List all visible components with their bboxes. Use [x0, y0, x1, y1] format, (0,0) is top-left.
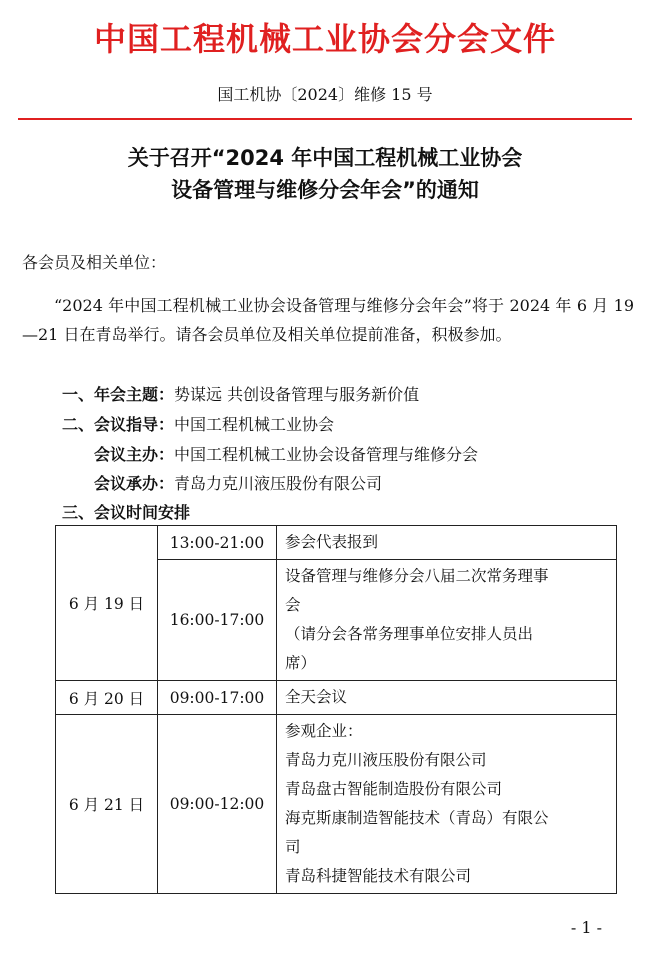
schedule-time: 13:00-21:00 — [158, 526, 277, 560]
schedule-date-day3: 6 月 21 日 — [56, 715, 158, 894]
document-number: 国工机协〔2024〕维修 15 号 — [217, 85, 433, 104]
meeting-host-label: 会议主办： — [94, 445, 175, 464]
schedule-heading-label: 三、会议时间安排 — [62, 503, 191, 522]
schedule-desc — [277, 715, 617, 894]
intro-paragraph: “2024 年中国工程机械工业协会设备管理与维修分会年会”将于 2024 年 6 月 19—21 日在青岛举行。请各会员单位及相关单位提前准备，积极参加。 — [22, 296, 634, 344]
notice-title-line-1: 关于召开“2024 年中国工程机械工业协会 — [127, 146, 523, 170]
schedule-desc-line: 会 — [285, 596, 301, 614]
meeting-organizer-value: 青岛力克川液压股份有限公司 — [174, 474, 383, 493]
schedule-date-day1: 6 月 19 日 — [56, 526, 158, 681]
schedule-heading — [62, 500, 190, 523]
company-item: 海克斯康制造智能技术（青岛）有限公 — [285, 809, 549, 827]
company-item: 司 — [285, 838, 301, 856]
page-number: - 1 - — [570, 918, 602, 937]
schedule-time: 16:00-17:00 — [158, 560, 277, 681]
schedule-time: 09:00-12:00 — [158, 715, 277, 894]
company-item: 青岛力克川液压股份有限公司 — [285, 751, 487, 769]
company-item: 青岛科捷智能技术有限公司 — [285, 867, 472, 885]
table-row — [56, 681, 617, 715]
meeting-guidance — [62, 412, 334, 435]
meeting-host — [94, 442, 478, 465]
meeting-theme — [62, 382, 419, 405]
red-divider-rule — [18, 118, 632, 120]
meeting-organizer-label: 会议承办： — [94, 474, 175, 493]
schedule-desc-line: 参观企业： — [285, 722, 363, 740]
schedule-desc: 全天会议 — [277, 681, 617, 715]
schedule-desc: 参会代表报到 — [277, 526, 617, 560]
salutation: 各会员及相关单位： — [22, 253, 167, 272]
meeting-host-value: 中国工程机械工业协会设备管理与维修分会 — [174, 445, 479, 464]
table-row — [56, 715, 617, 894]
document-header-title: 中国工程机械工业协会分会文件 — [93, 20, 556, 58]
meeting-guidance-label: 二、会议指导： — [62, 415, 175, 434]
meeting-theme-label: 一、年会主题： — [62, 385, 175, 404]
notice-title — [0, 142, 650, 206]
company-item: 青岛盘古智能制造股份有限公司 — [285, 780, 503, 798]
schedule-desc-line: （请分会各常务理事单位安排人员出 — [285, 625, 534, 643]
schedule-table — [55, 525, 617, 894]
meeting-organizer — [94, 471, 382, 494]
schedule-time: 09:00-17:00 — [158, 681, 277, 715]
meeting-guidance-value: 中国工程机械工业协会 — [174, 415, 335, 434]
schedule-desc-line: 席） — [285, 654, 317, 672]
schedule-desc — [277, 560, 617, 681]
meeting-theme-value: 势谋远 共创设备管理与服务新价值 — [174, 385, 420, 404]
schedule-desc-line: 设备管理与维修分会八届二次常务理事 — [285, 567, 549, 585]
schedule-date-day2: 6 月 20 日 — [56, 681, 158, 715]
intro-paragraph-block — [22, 291, 634, 349]
table-row — [56, 526, 617, 560]
notice-title-line-2: 设备管理与维修分会年会”的通知 — [171, 178, 479, 202]
